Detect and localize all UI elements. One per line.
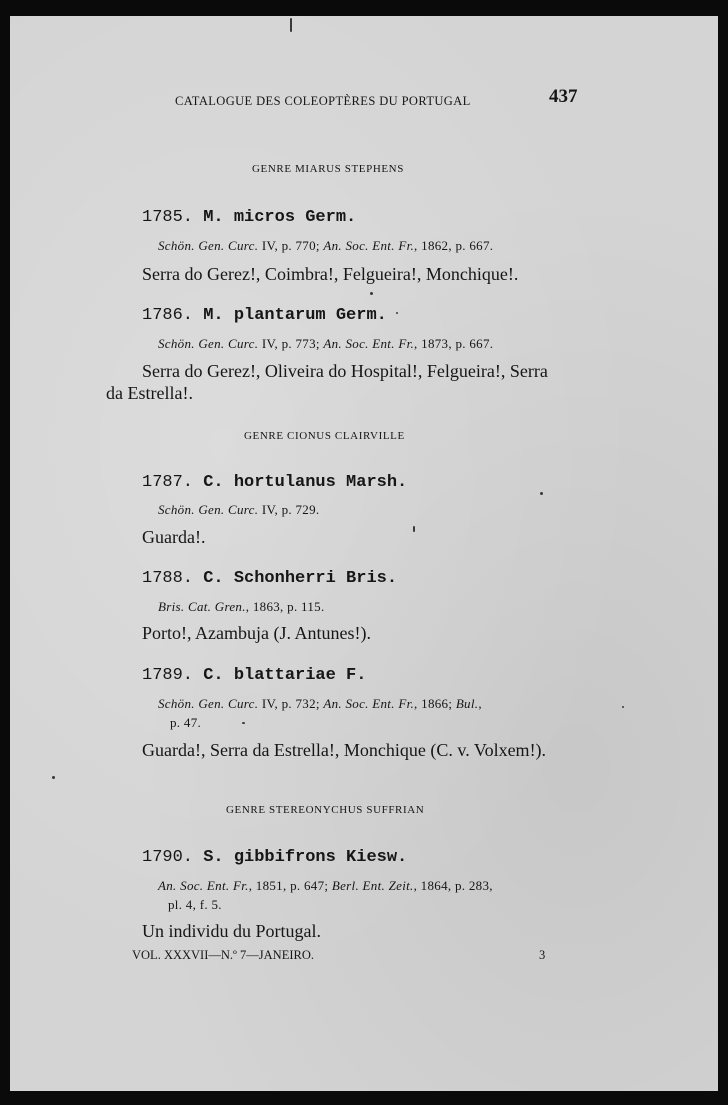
ref-text: , 1866;	[414, 696, 456, 711]
entry-number: 1787.	[142, 473, 194, 492]
entry-localities: Porto!, Azambuja (J. Antunes!).	[142, 623, 371, 643]
entry-number: 1790.	[142, 848, 194, 867]
entry-localities: Guarda!, Serra da Estrella!, Monchique (C. v. Volxem!).	[142, 740, 547, 760]
ref-source: Bul.	[455, 696, 479, 711]
species-name: S. gibbifrons Kiesw.	[203, 848, 408, 867]
entry-reference	[158, 878, 493, 894]
entry-number: 1789.	[142, 666, 194, 685]
genre-heading: GENRE STEREONYCHUS SUFFRIAN	[226, 804, 425, 816]
ref-source: An. Soc. Ent. Fr.	[323, 336, 415, 351]
scan-speck	[396, 312, 398, 314]
entry-number: 1786.	[142, 306, 194, 325]
entry-heading	[142, 306, 387, 325]
scan-speck	[52, 776, 55, 779]
page-number: 437	[549, 86, 578, 107]
ref-text: , 1851, p. 647;	[248, 878, 332, 893]
ref-source: Schön. Gen. Curc.	[158, 336, 259, 351]
ref-text: IV, p. 770;	[258, 238, 324, 253]
ref-source: Bris. Cat. Gren.	[158, 599, 246, 614]
paper-sheet	[10, 16, 718, 1091]
entry-reference	[158, 238, 493, 254]
entry-heading	[142, 208, 356, 227]
footer-volume: VOL. XXXVII—N.º 7—JANEIRO.	[132, 948, 314, 962]
ref-source: Schön. Gen. Curc.	[158, 696, 259, 711]
ref-text: , 1873, p. 667.	[414, 336, 494, 351]
species-name: M. micros Germ.	[203, 208, 357, 227]
ref-text: IV, p. 732;	[258, 696, 324, 711]
scan-speck	[413, 526, 415, 532]
ref-source: An. Soc. Ent. Fr.	[323, 238, 415, 253]
entry-reference-continued: p. 47.	[170, 715, 202, 730]
ref-source: Berl. Ent. Zeit.	[331, 878, 414, 893]
entry-heading	[142, 473, 407, 492]
ref-text: IV, p. 773;	[258, 336, 324, 351]
genre-heading: GENRE CIONUS CLAIRVILLE	[244, 430, 405, 442]
ref-source: Schön. Gen. Curc.	[158, 502, 259, 517]
species-name: C. blattariae F.	[203, 666, 367, 685]
ref-text: , 1862, p. 667.	[414, 238, 494, 253]
ref-text: , 1863, p. 115.	[245, 599, 325, 614]
ref-source: Schön. Gen. Curc.	[158, 238, 259, 253]
entry-localities-continued: da Estrella!.	[106, 383, 193, 403]
scan-speck	[622, 706, 624, 708]
entry-number: 1785.	[142, 208, 194, 227]
species-name: C. Schonherri Bris.	[203, 569, 398, 588]
entry-reference	[158, 336, 493, 352]
scan-speck	[242, 722, 245, 724]
entry-reference	[158, 696, 482, 712]
entry-reference-continued: pl. 4, f. 5.	[168, 897, 222, 912]
entry-reference	[158, 599, 325, 615]
species-name: M. plantarum Germ.	[203, 306, 387, 325]
entry-number: 1788.	[142, 569, 194, 588]
ref-source: An. Soc. Ent. Fr.	[158, 878, 249, 893]
scan-speck	[370, 292, 373, 295]
ref-text: ,	[478, 696, 482, 711]
footer-signature: 3	[539, 948, 546, 962]
entry-localities: Un individu du Portugal.	[142, 921, 321, 941]
running-title: CATALOGUE DES COLEOPTÈRES DU PORTUGAL	[175, 94, 471, 108]
entry-heading	[142, 569, 397, 588]
entry-localities: Serra do Gerez!, Coimbra!, Felgueira!, Monchique!.	[142, 264, 519, 284]
scan-speck	[540, 492, 543, 495]
entry-heading	[142, 666, 366, 685]
entry-reference	[158, 502, 319, 518]
species-name: C. hortulanus Marsh.	[203, 473, 408, 492]
entry-localities: Guarda!.	[142, 527, 206, 547]
genre-heading: GENRE MIARUS STEPHENS	[252, 163, 404, 175]
entry-heading	[142, 848, 407, 867]
ref-text: , 1864, p. 283,	[413, 878, 493, 893]
ref-source: An. Soc. Ent. Fr.	[323, 696, 415, 711]
entry-localities: Serra do Gerez!, Oliveira do Hospital!, Felgueira!, Serra	[142, 361, 548, 381]
scan-speck	[290, 18, 292, 32]
ref-text: IV, p. 729.	[258, 502, 320, 517]
